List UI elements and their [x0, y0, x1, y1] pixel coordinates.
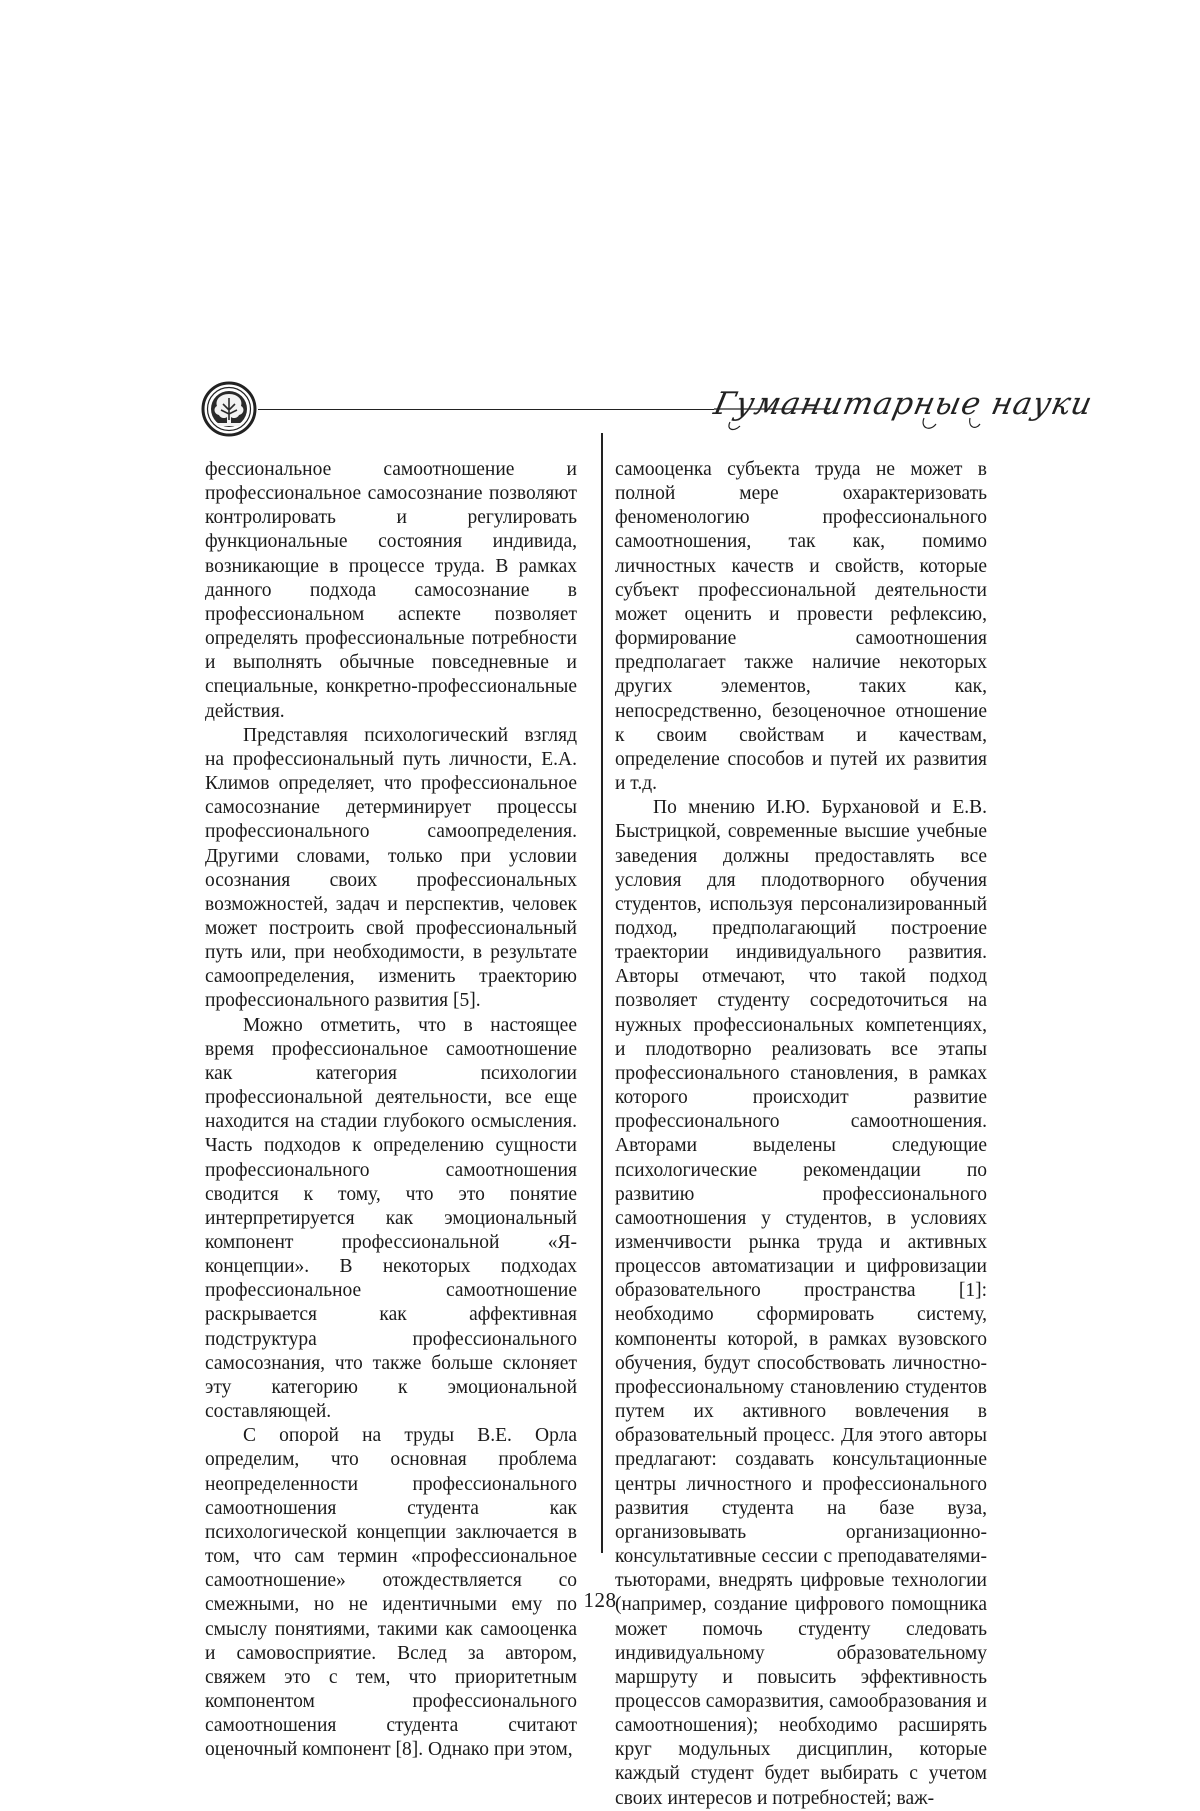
left-paragraph-4: С опорой на труды В.Е. Орла определим, что основная проблема неопределенности профессионального самоотношения студента как психологической концепции заключается в том, что сам термин «профессиональное самоотношение» отождествляется со смежными, но не идентичными ему по смыслу понятиями, такими как самооценка и самовосприятие. Вслед за автором, свяжем это с тем, что приоритетным компонентом профессионального самоотношения студента считают оценочный компонент [8]. Однако при этом,: [205, 1425, 577, 1761]
left-paragraph-1: фессиональное самоотношение и профессиональное самосознание позволяют контролировать и регулировать функциональные состояния индивида, возникающие в процессе труда. В рамках данного подхода самосознание в профессиональном аспекте позволяет определять профессиональные потребности и выполнять обычные повседневные и специальные, конкретно-профессиональные действия.: [205, 459, 577, 722]
left-column: [205, 458, 577, 1762]
right-paragraph-2: По мнению И.Ю. Бурхановой и Е.В. Быстрицкой, современные высшие учебные заведения должны предоставлять все условия для плодотворного обучения студентов, используя персонализированный подход, предполагающий построение траектории индивидуального развития. Авторы отмечают, что такой подход позволяет студенту сосредоточиться на нужных профессиональных компетенциях, и плодотворно реализовать все этапы профессионального становления, в рамках которого происходит развитие профессионального самоотношения. Авторами выделены следующие психологические рекомендации по развитию профессионального самоотношения у студентов, в условиях изменчивости рынка труда и активных процессов автоматизации и цифровизации образовательного пространства [1]: необходимо сформировать систему, компоненты которой, в рамках вузовского обучения, будут способствовать личностно-профессиональному становлению студентов путем их активного вовлечения в образовательный процесс. Для этого авторы предлагают: создавать консультационные центры личностного и профессионального развития студента на базе вуза, организовывать организационно-консультативные сессии с преподавателями-тьюторами, внедрять цифровые технологии (например, создание цифрового помощника может помочь студенту следовать индивидуальному образовательному маршруту и повысить эффективность процессов саморазвития, самообразования и самоотношения); необходимо расширять круг модульных дисциплин, которые каждый студент будет выбирать с учетом своих интересов и потребностей; важ-: [615, 797, 987, 1809]
journal-logo-emblem: [200, 380, 258, 438]
header-rule: [258, 409, 714, 410]
right-paragraph-1: самооценка субъекта труда не может в полной мере охарактеризовать феноменологию профессионального самоотношения, так как, помимо личностных качеств и свойств, которые субъект профессиональной деятельности может оценить и провести рефлексию, формирование самоотношения предполагает также наличие некоторых других элементов, таких как, непосредственно, безоценочное отношение к своим свойствам и качествам, определение способов и путей их развития и т.д.: [615, 459, 987, 795]
section-title: Гуманитарные науки: [710, 386, 1097, 422]
left-paragraph-2: Представляя психологический взгляд на профессиональный путь личности, Е.А. Климов определяет, что профессиональное самосознание детерминирует процессы профессионального самоопределения. Другими словами, только при условии осознания своих профессиональных возможностей, задач и перспектив, человек может построить свой профессиональный путь или, при необходимости, в результате самоопределения, изменить траекторию профессионального развития [5].: [205, 724, 577, 1012]
column-divider: [601, 433, 603, 1553]
left-paragraph-3: Можно отметить, что в настоящее время профессиональное самоотношение как категория психологии профессиональной деятельности, все еще находится на стадии глубокого осмысления. Часть подходов к определению сущности профессионального самоотношения сводится к тому, что это понятие интерпретируется как эмоциональный компонент профессиональной «Я-концепции». В некоторых подходах профессиональное самоотношение раскрывается как аффективная подструктура профессионального самосознания, что также больше склоняет эту категорию к эмоциональной составляющей.: [205, 1014, 577, 1423]
section-title-ornament: [710, 378, 1097, 434]
page-number: 128: [583, 1588, 617, 1612]
tree-emblem-icon: [200, 380, 258, 438]
section-title-script: [710, 378, 1097, 434]
